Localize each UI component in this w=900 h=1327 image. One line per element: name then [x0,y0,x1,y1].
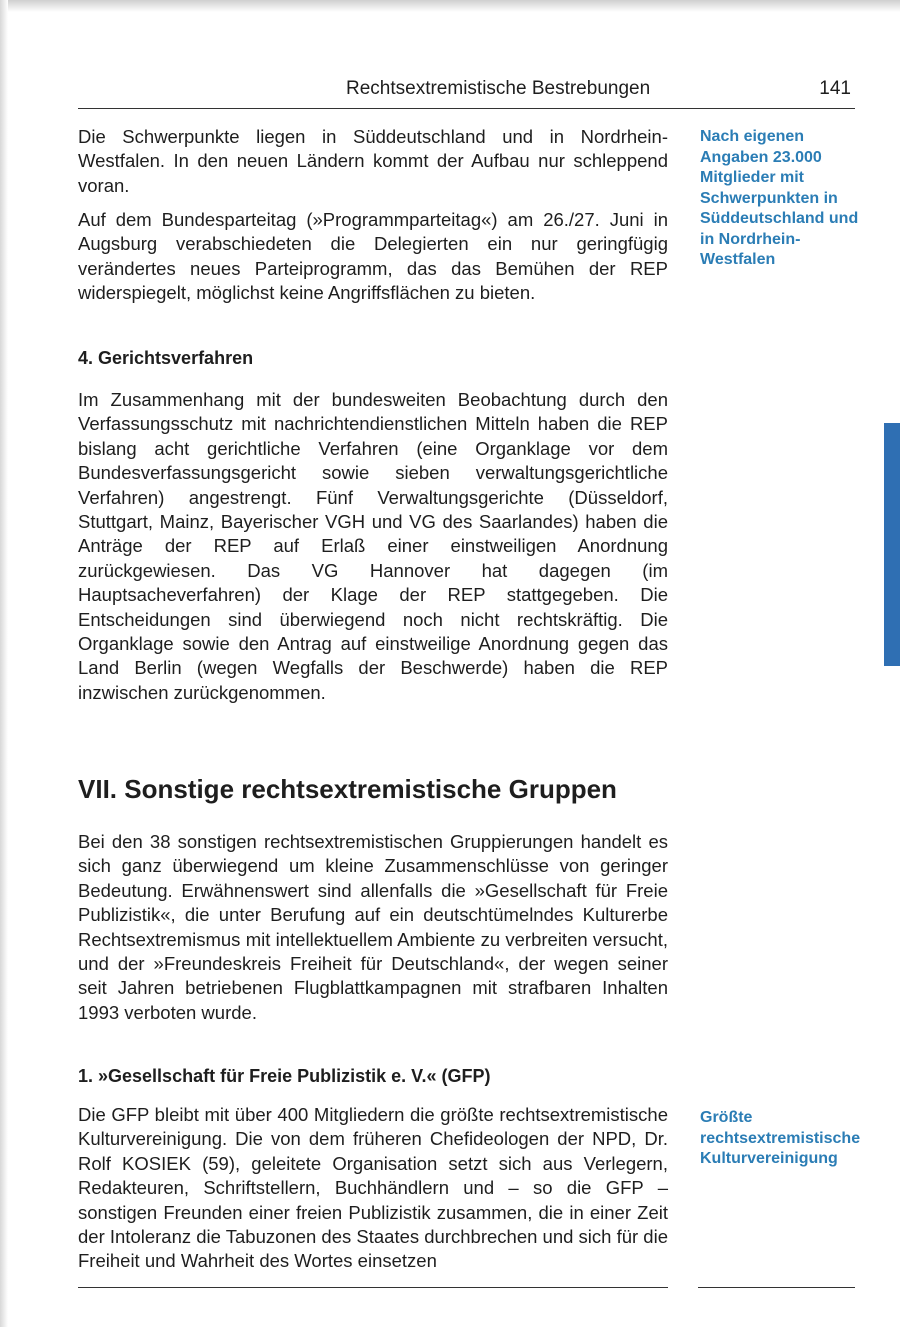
subsection-paragraph-gfp: Die GFP bleibt mit über 400 Mitgliedern die größte rechtsextremistische Kulturvereinigung. Die von dem früheren Chefideologen der NPD, Dr. Rolf KOSIEK (59), geleitete Organisation setzt sich aus Verlegern, Redakteuren, Schriftstellern, Buchhändlern und – so die GFP – sonstigen Freunden einer freien Publizistik zusammen, die in einer Zeit der Intoleranz die Tabuzonen des Staates durchbrechen und sich für die Freiheit und Wahrheit des Wortes einsetzen [78,1104,668,1272]
section-paragraph-gerichtsverfahren: Im Zusammenhang mit der bundesweiten Beobachtung durch den Verfassungsschutz mit nachrichtendienstlichen Mitteln haben die REP bislang acht gerichtliche Verfahren (eine Organklage vor dem Bundesverfassungsgericht sowie sieben verwaltungsgerichtliche Verfahren) angestrengt. Fünf Verwaltungsgerichte (Düsseldorf, Stuttgart, Mainz, Bayerischer VGH und VG des Saarlandes) haben die Anträge der REP auf Erlaß einer einstweiligen Anordnung zurückgewiesen. Das VG Hannover hat dagegen (im Hauptsacheverfahren) der Klage der REP stattgegeben. Die Entscheidungen sind überwiegend noch nicht rechtskräftig. Die Organklage sowie den Antrag auf einstweilige Anordnung gegen das Land Berlin (wegen Wegfalls der Beschwerde) haben die REP inzwischen zurückgenommen. [78,389,668,703]
footer-rule-main [78,1287,668,1288]
running-header [78,78,855,104]
scan-top-shadow [0,0,900,12]
page-number: 141 [819,78,851,99]
thumb-index-tab [884,423,900,666]
section-heading-gerichtsverfahren: 4. Gerichtsverfahren [78,348,254,368]
chapter-paragraph-sonstige-gruppen: Bei den 38 sonstigen rechtsextremistischen Gruppierungen handelt es sich ganz überwiegend um kleine Zusammenschlüsse von geringer Bedeutung. Erwähnenswert sind allenfalls die »Gesellschaft für Freie Publizistik«, die unter Berufung auf ein deutschtümelndes Kulturerbe Rechtsextremismus mit intellektuellem Ambiente zu verbreiten versucht, und der »Freundeskreis Freiheit für Deutschland«, der wegen seiner seit Jahren betriebenen Flugblattkampagnen mit strafbaren Inhalten 1993 verboten wurde. [78,831,668,1023]
header-title: Rechtsextremistische Bestrebungen [346,78,651,99]
margin-note-gfp: Größte rechtsextremistische Kulturvereinigung [700,1109,861,1167]
scan-left-shadow [0,0,8,1327]
intro-paragraph-2: Auf dem Bundesparteitag (»Programmparteitag«) am 26./27. Juni in Augsburg verabschiedeten die Delegierten ein nur geringfügig verändertes neues Parteiprogramm, das das Bemühen der REP widerspiegelt, möglichst keine Angriffsflächen zu bieten. [78,209,668,304]
chapter-heading-sonstige-gruppen: VII. Sonstige rechtsextremistische Gruppen [78,774,617,804]
margin-note-membership: Nach eigenen Angaben 23.000 Mitglieder mit Schwerpunkten in Süddeutschland und in Nordrhein-Westfalen [700,128,859,268]
subsection-heading-gfp: 1. »Gesellschaft für Freie Publizistik e. V.« (GFP) [78,1066,491,1086]
intro-paragraph-1: Die Schwerpunkte liegen in Süddeutschland und in Nordrhein-Westfalen. In den neuen Ländern kommt der Aufbau nur schleppend voran. [78,126,668,196]
footer-rule-margin [698,1287,855,1288]
header-rule [78,108,855,109]
